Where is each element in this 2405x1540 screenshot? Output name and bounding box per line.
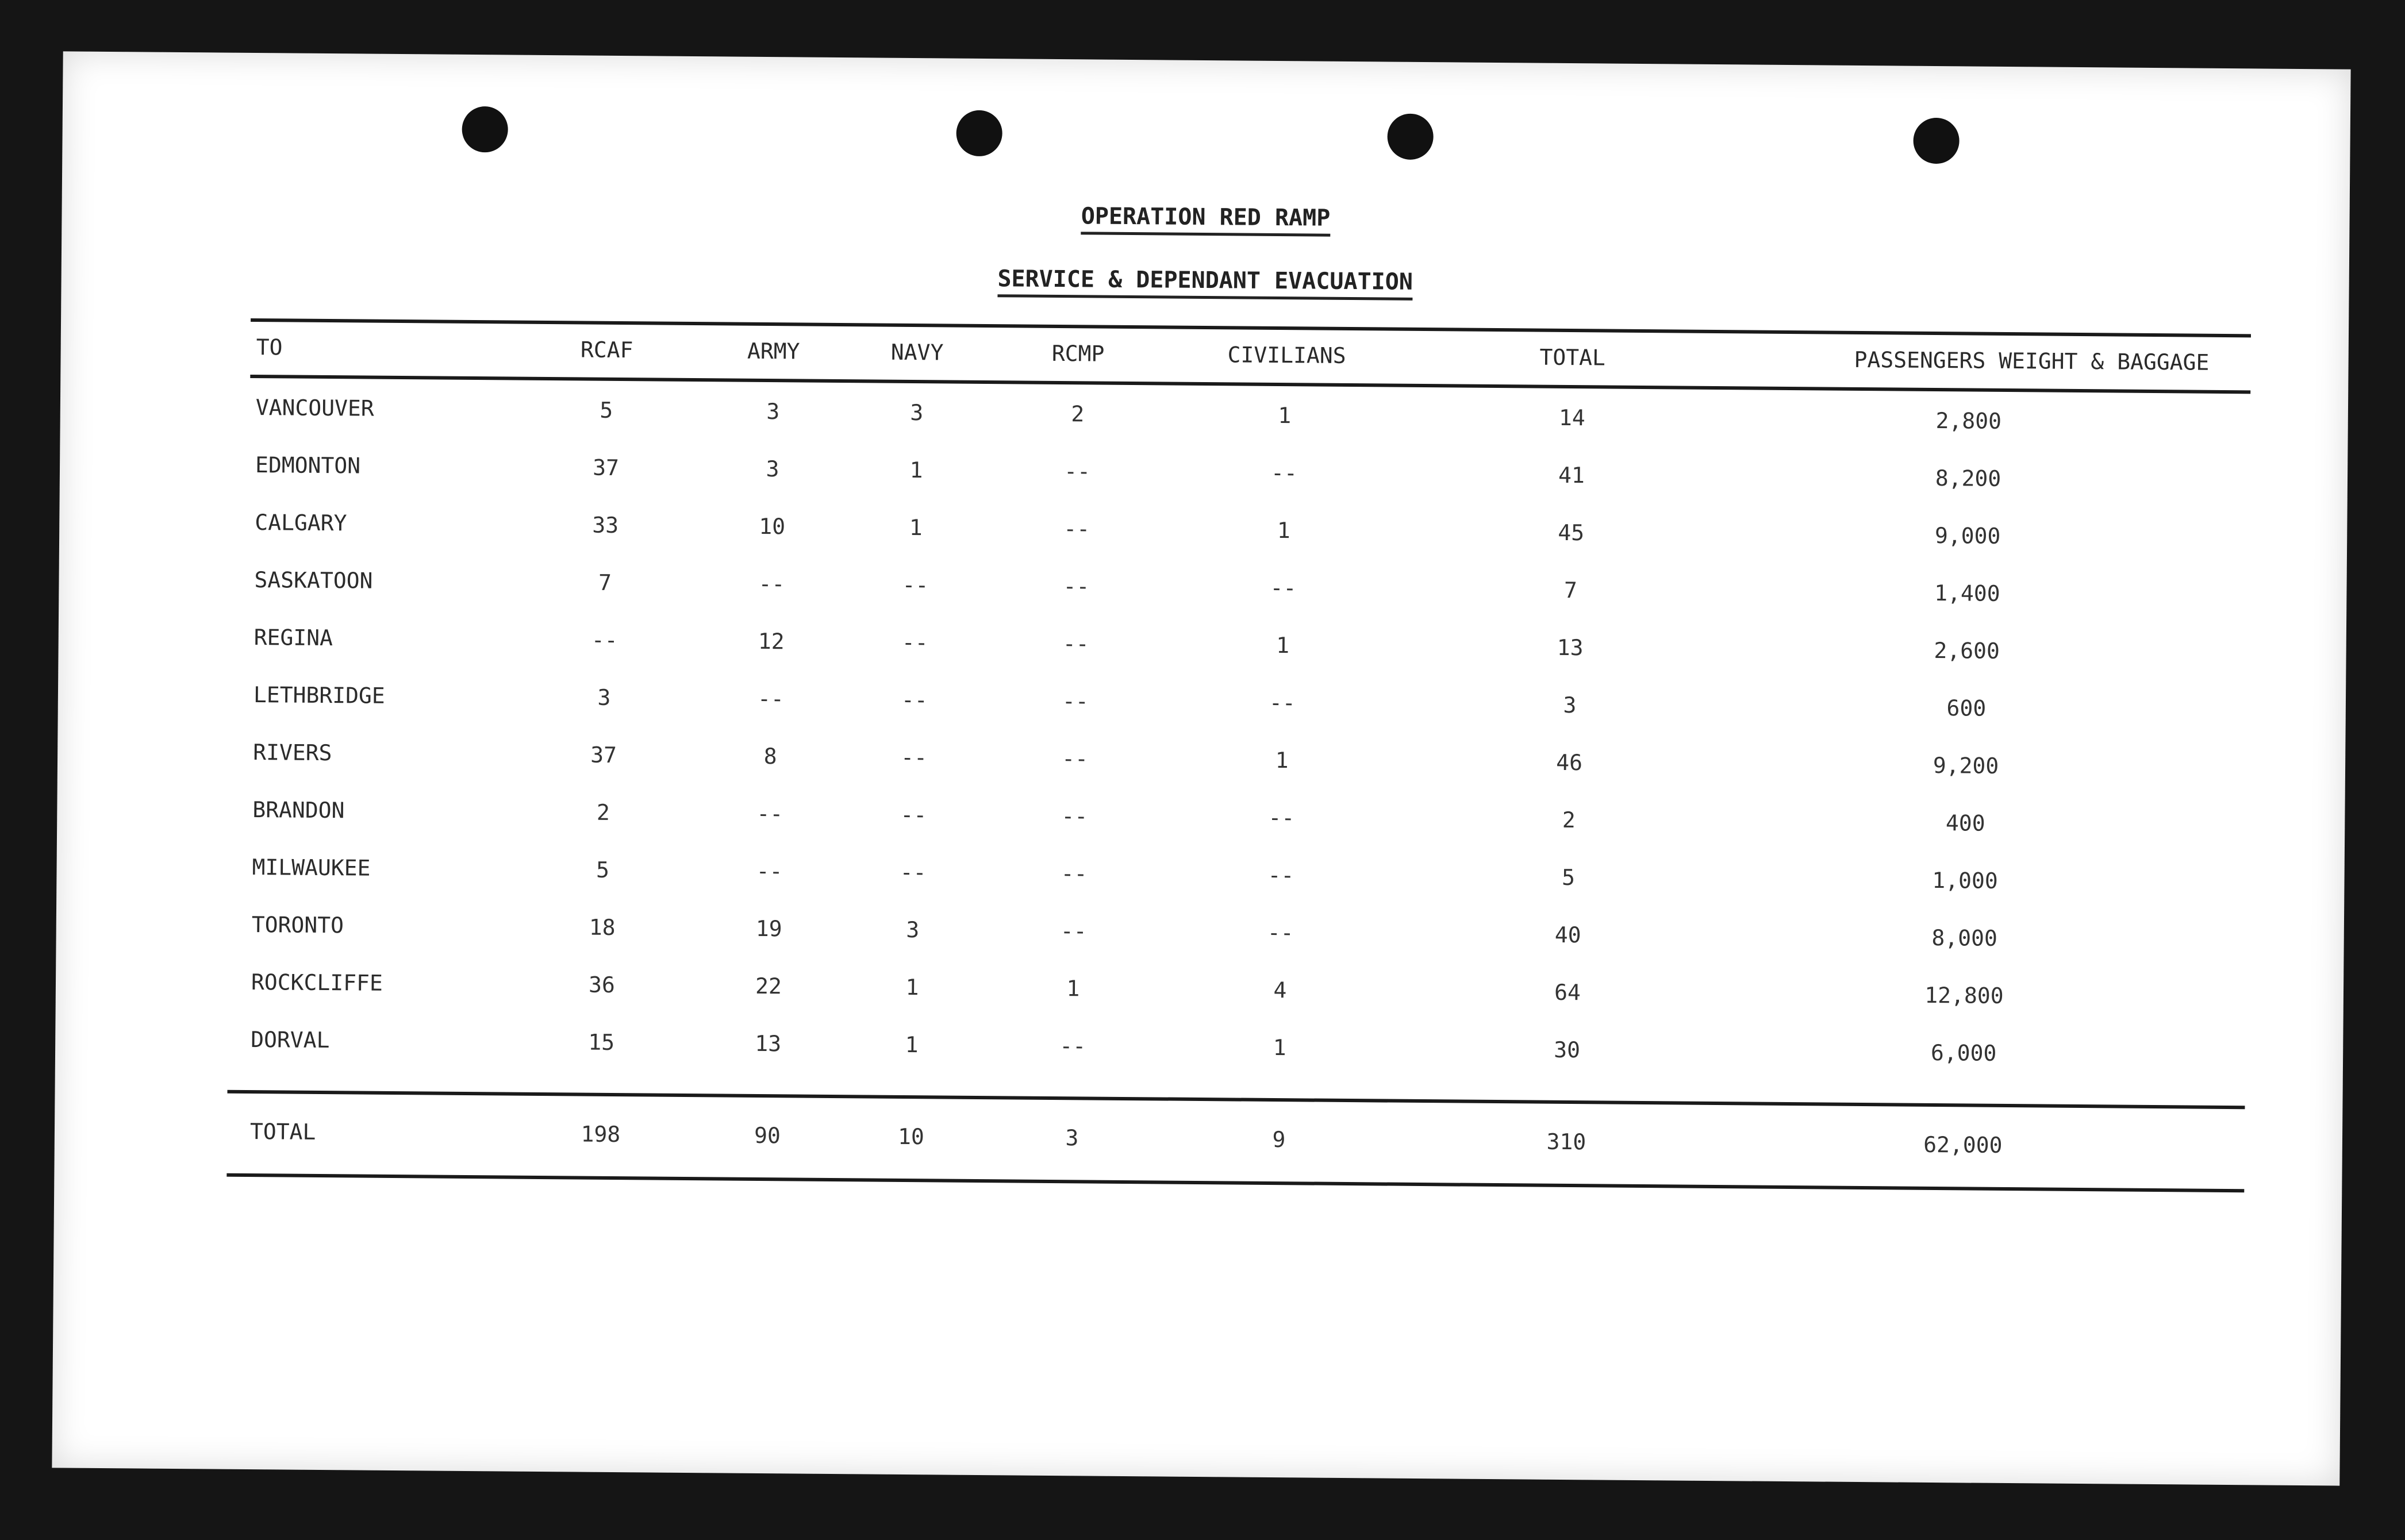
value-cell: 3 <box>1563 692 1577 718</box>
header-bottom-rule <box>250 375 2250 394</box>
value-cell: 3 <box>910 400 924 426</box>
value-cell: 10 <box>759 513 786 540</box>
total-cell: 10 <box>897 1123 925 1150</box>
destination-cell: DORVAL <box>251 1027 330 1053</box>
destination-cell: CALGARY <box>255 510 347 536</box>
total-bottom-rule <box>226 1173 2244 1193</box>
value-cell: 3 <box>766 399 780 425</box>
value-cell: 2,600 <box>1934 638 2000 664</box>
value-cell: 1 <box>1273 1034 1286 1061</box>
value-cell: 1 <box>905 974 919 1000</box>
value-cell: -- <box>757 686 784 712</box>
column-header: RCMP <box>1051 340 1105 367</box>
value-cell: -- <box>1269 690 1296 716</box>
destination-cell: TORONTO <box>251 912 344 938</box>
value-cell: -- <box>1267 862 1294 888</box>
destination-cell: RIVERS <box>252 740 332 766</box>
document-subtitle <box>62 258 2349 302</box>
destination-cell: MILWAUKEE <box>252 854 371 881</box>
value-cell: -- <box>758 571 785 597</box>
value-cell: 8,200 <box>1935 465 2001 491</box>
value-cell: -- <box>1061 861 1088 887</box>
value-cell: 12,800 <box>1924 982 2004 1008</box>
subtitle-text: SERVICE & DEPENDANT EVACUATION <box>997 265 1413 301</box>
value-cell: 8,000 <box>1931 925 1998 951</box>
value-cell: 6,000 <box>1930 1040 1997 1066</box>
value-cell: 37 <box>590 742 617 768</box>
value-cell: 3 <box>906 917 920 943</box>
value-cell: -- <box>1268 804 1295 831</box>
total-cell: 9 <box>1272 1126 1286 1153</box>
value-cell: 3 <box>766 456 779 482</box>
column-header: ARMY <box>747 338 800 364</box>
value-cell: 36 <box>588 972 616 998</box>
value-cell: 7 <box>1563 577 1578 603</box>
value-cell: -- <box>902 572 929 598</box>
value-cell: -- <box>756 800 783 827</box>
column-header: RCAF <box>580 337 633 363</box>
value-cell: -- <box>1270 460 1298 486</box>
value-cell: 33 <box>592 512 619 538</box>
total-cell: 198 <box>581 1121 621 1148</box>
value-cell: -- <box>901 629 928 656</box>
value-cell: 1 <box>1277 518 1290 544</box>
punch-hole <box>1387 114 1434 160</box>
value-cell: 1 <box>1275 748 1289 773</box>
value-cell: 4 <box>1273 977 1287 1003</box>
value-cell: -- <box>1062 746 1089 772</box>
value-cell: 9,200 <box>1933 752 1999 779</box>
value-cell: 7 <box>598 569 612 595</box>
value-cell: -- <box>591 627 618 653</box>
value-cell: 5 <box>596 857 610 883</box>
value-cell: 600 <box>1946 695 1987 721</box>
value-cell: 18 <box>589 914 616 941</box>
column-header: NAVY <box>890 339 944 365</box>
value-cell: 64 <box>1554 979 1581 1006</box>
value-cell: 1 <box>1066 976 1080 1002</box>
title-text: OPERATION RED RAMP <box>1081 203 1331 236</box>
destination-cell: REGINA <box>253 625 333 651</box>
total-cell: 3 <box>1065 1125 1079 1151</box>
value-cell: 46 <box>1556 749 1583 776</box>
value-cell: 40 <box>1554 922 1581 948</box>
value-cell: -- <box>1062 688 1089 714</box>
destination-cell: SASKATOON <box>254 567 373 594</box>
value-cell: 9,000 <box>1934 523 2001 549</box>
total-cell: 90 <box>754 1122 781 1149</box>
punch-hole <box>956 110 1002 157</box>
value-cell: 400 <box>1945 810 1985 836</box>
value-cell: -- <box>900 802 927 828</box>
punch-hole <box>462 106 508 153</box>
value-cell: 2,800 <box>1935 408 2002 434</box>
value-cell: 19 <box>755 915 782 942</box>
total-cell: 62,000 <box>1923 1131 2003 1158</box>
value-cell: 45 <box>1558 519 1585 546</box>
column-header: TO <box>256 334 283 360</box>
header-top-rule <box>251 318 2251 337</box>
value-cell: -- <box>1063 459 1091 484</box>
value-cell: 2 <box>596 799 610 825</box>
total-label: TOTAL <box>249 1119 316 1145</box>
value-cell: 30 <box>1554 1037 1581 1063</box>
total-cell: 310 <box>1546 1129 1586 1155</box>
value-cell: 5 <box>600 397 613 423</box>
total-top-rule <box>228 1090 2245 1110</box>
value-cell: 1 <box>905 1031 919 1058</box>
punch-hole <box>1913 118 1960 164</box>
value-cell: 15 <box>588 1029 615 1055</box>
value-cell: -- <box>900 859 927 886</box>
value-cell: 1,400 <box>1934 580 2000 606</box>
value-cell: -- <box>1267 919 1294 946</box>
value-cell: -- <box>901 744 928 771</box>
value-cell: 22 <box>755 973 782 999</box>
document-sheet <box>52 51 2350 1485</box>
value-cell: 1,000 <box>1932 867 1998 894</box>
destination-cell: LETHBRIDGE <box>253 682 385 709</box>
value-cell: -- <box>1059 1033 1086 1059</box>
value-cell: 2 <box>1562 807 1576 833</box>
column-header: CIVILIANS <box>1227 342 1346 368</box>
value-cell: 5 <box>1561 864 1576 891</box>
value-cell: 2 <box>1071 401 1085 427</box>
value-cell: 13 <box>755 1030 782 1057</box>
value-cell: -- <box>1063 516 1090 542</box>
value-cell: 14 <box>1558 405 1585 431</box>
destination-cell: BRANDON <box>252 797 345 823</box>
destination-cell: ROCKCLIFFE <box>251 969 383 996</box>
column-header: PASSENGERS WEIGHT & BAGGAGE <box>1854 346 2210 375</box>
value-cell: 12 <box>758 628 785 654</box>
destination-cell: VANCOUVER <box>255 395 374 421</box>
document-title <box>62 195 2349 239</box>
value-cell: -- <box>1061 803 1088 829</box>
destination-cell: EDMONTON <box>255 452 361 479</box>
value-cell: 13 <box>1557 634 1584 661</box>
value-cell: -- <box>1060 918 1087 944</box>
value-cell: 1 <box>909 457 923 483</box>
column-header: TOTAL <box>1539 344 1605 371</box>
value-cell: -- <box>1062 631 1089 657</box>
value-cell: 1 <box>1278 403 1292 429</box>
value-cell: 37 <box>593 455 620 481</box>
value-cell: 41 <box>1558 462 1585 488</box>
value-cell: -- <box>1270 575 1297 601</box>
value-cell: 1 <box>909 514 923 541</box>
value-cell: -- <box>1063 573 1090 599</box>
value-cell: 1 <box>1276 633 1290 659</box>
value-cell: -- <box>901 687 928 713</box>
value-cell: 8 <box>763 744 777 769</box>
value-cell: 3 <box>597 684 611 710</box>
value-cell: -- <box>756 858 783 884</box>
